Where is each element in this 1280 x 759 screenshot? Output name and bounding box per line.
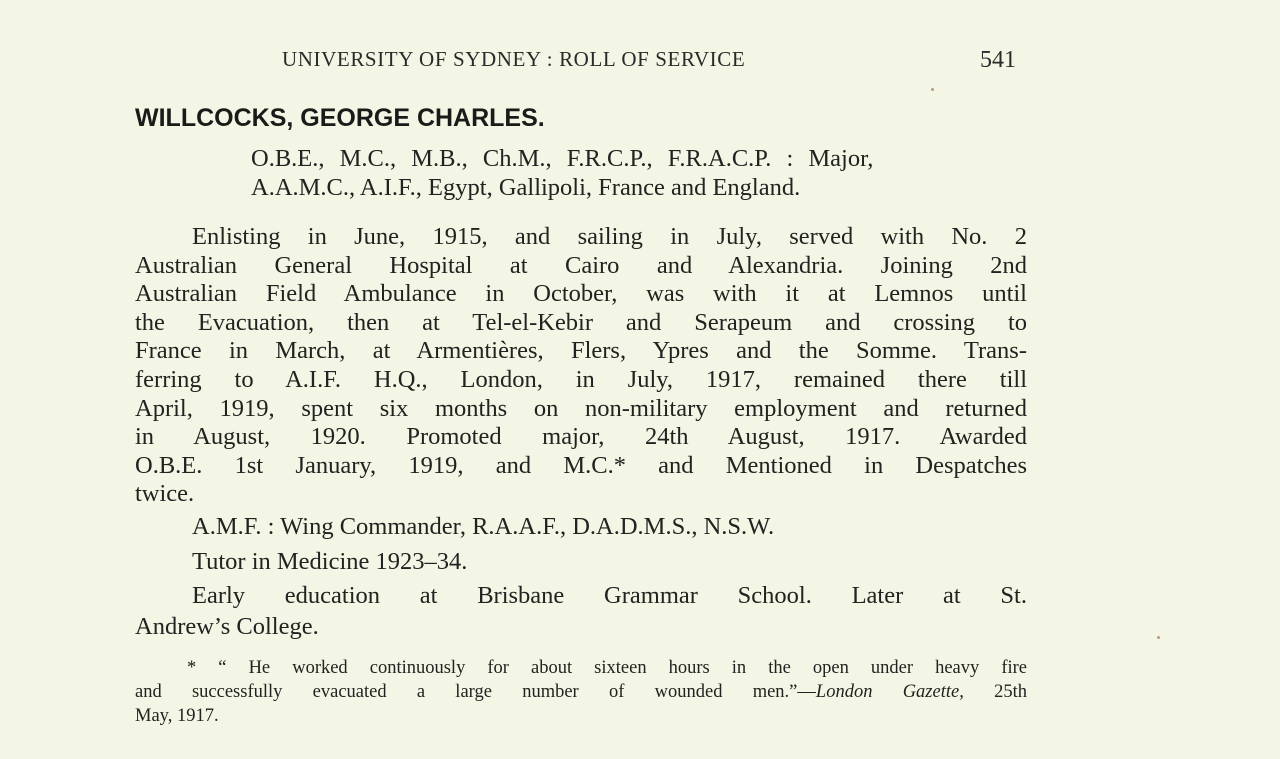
service-record-line: Australian General Hospital at Cairo and Alexandria. Joining 2nd (135, 251, 1027, 279)
service-record-line: twice. (135, 480, 195, 508)
tutor-appointment: Tutor in Medicine 1923–34. (192, 548, 468, 575)
service-record-line: ferring to A.I.F. H.Q., London, in July, 1917, remained there till (135, 365, 1027, 393)
service-record-line: the Evacuation, then at Tel-el-Kebir and Serapeum and crossing to (135, 308, 1027, 336)
footnote-line (135, 680, 1027, 704)
education-line: Early education at Brisbane Grammar School. Later at St. (192, 582, 1027, 609)
education-line: Andrew’s College. (135, 613, 319, 640)
service-record-line: Enlisting in June, 1915, and sailing in July, served with No. 2 (192, 223, 1027, 250)
entry-name: WILLCOCKS, GEORGE CHARLES. (135, 104, 545, 132)
footnote-source: London Gazette, (815, 682, 964, 702)
page-number: 541 (980, 47, 1016, 73)
running-title: UNIVERSITY OF SYDNEY : ROLL OF SERVICE (282, 47, 746, 71)
qualifications-line: A.A.M.C., A.I.F., Egypt, Gallipoli, France and England. (251, 173, 801, 201)
paper-speck (931, 88, 934, 91)
qualifications-line: O.B.E., M.C., M.B., Ch.M., F.R.C.P., F.R.A.C.P. : Major, (251, 145, 874, 172)
paper-speck (1157, 636, 1160, 639)
service-record-line: April, 1919, spent six months on non-military employment and returned (135, 394, 1027, 422)
service-record-line: in August, 1920. Promoted major, 24th August, 1917. Awarded (135, 423, 1027, 451)
service-record-line: O.B.E. 1st January, 1919, and M.C.* and Mentioned in Despatches (135, 451, 1027, 479)
footnote (135, 656, 1027, 728)
footnote-date: 25th (963, 682, 1027, 702)
service-record-line: France in March, at Armentières, Flers, Ypres and the Somme. Trans- (135, 337, 1027, 365)
service-record (135, 223, 1027, 509)
qualifications (251, 145, 1031, 202)
amf-service: A.M.F. : Wing Commander, R.A.A.F., D.A.D.M.S., N.S.W. (192, 513, 775, 540)
service-record-line: Australian Field Ambulance in October, was with it at Lemnos until (135, 280, 1027, 308)
footnote-line: May, 1917. (135, 706, 219, 726)
education (135, 580, 1027, 642)
footnote-text: and successfully evacuated a large number of wounded men.”— (135, 682, 816, 702)
footnote-line: * “ He worked continuously for about sixteen hours in the open under heavy fire (187, 658, 1027, 678)
